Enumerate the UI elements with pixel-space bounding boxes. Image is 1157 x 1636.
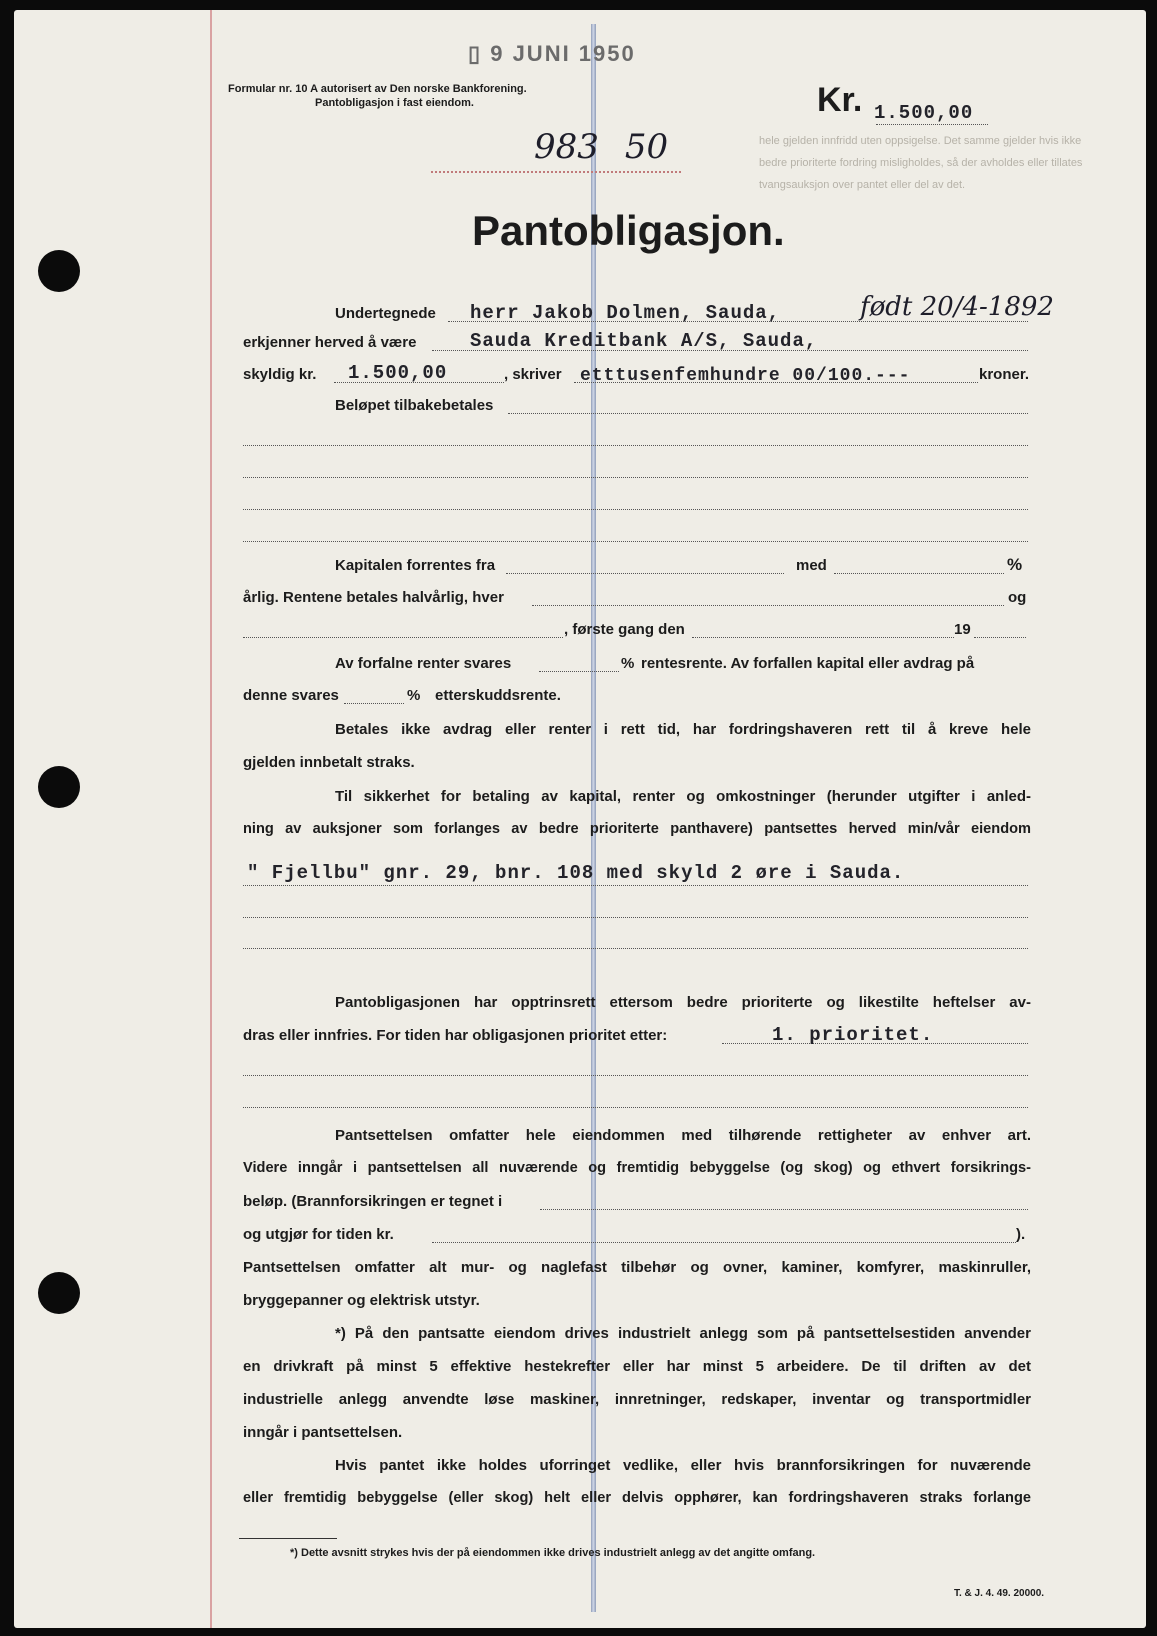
arrears-label: denne svares [243,687,339,704]
med-label: med [796,557,827,574]
repaid-label: Beløpet tilbakebetales [335,397,494,414]
percent-sign: % [621,655,635,672]
annual-label: årlig. Rentene betales halvårlig, hver [243,589,504,606]
industrial-line-4: inngår i pantsettelsen. [243,1424,403,1441]
punch-hole [38,1272,80,1314]
undersigned-label: Undertegnede [335,305,436,322]
undersigned-value: herr Jakob Dolmen, Sauda, [470,302,781,324]
overdue-capital-text: rentesrente. Av forfallen kapital eller avdrag på [641,655,975,672]
margin-rule [210,10,212,1628]
default-clause-2: gjelden innbetalt straks. [243,754,415,771]
first-label: , første gang den [564,621,685,638]
date-stamp: ▯ 9 JUNI 1950 [468,41,636,66]
maintenance-line-2: eller fremtidig bebyggelse (eller skog) helt eller delvis opphører, kan fordringshaveren straks forlange [243,1490,1031,1506]
scope-line-5: Pantsettelsen omfatter alt mur- og naglefast tilbehør og ovner, kaminer, komfyrer, maskinruller, [243,1259,1031,1276]
arrears-text: etterskuddsrente. [435,687,561,704]
percent-sign: % [1007,555,1023,574]
kr-line [876,124,988,125]
property-description: " Fjellbu" gnr. 29, bnr. 108 med skyld 2 øre i Sauda. [247,862,905,884]
priority-value: 1. prioritet. [772,1024,934,1046]
owed-label: skyldig kr. [243,366,317,383]
year-prefix: 19 [954,621,971,638]
form-line-1: Formular nr. 10 A autorisert av Den norske Bankforening. [228,83,527,95]
kr-amount: 1.500,00 [874,102,974,124]
punch-hole [38,250,80,292]
printer-mark: T. & J. 4. 49. 20000. [954,1588,1045,1599]
bleed-through-text: hele gjelden innfridd uten oppsigelse. Det samme gjelder hvis ikke bedre prioriterte fordring misligholdes, så der avholdes eller tillates tvangsauksjon over pantet eller del av det. [759,135,1083,191]
creditor-value: Sauda Kreditbank A/S, Sauda, [470,330,818,352]
footnote: *) Dette avsnitt strykes hvis der på eiendommen ikke drives industrielt anlegg av det angitte omfang. [290,1547,816,1559]
document-title: Pantobligasjon. [472,207,785,254]
og-label: og [1008,589,1027,606]
kr-label: Kr. [817,81,863,119]
industrial-line-1: *) På den pantsatte eiendom drives industrielt anlegg som på pantsettelsestiden anvender [335,1325,1031,1342]
industrial-line-2: en drivkraft på minst 5 effektive hestekrefter eller har minst 5 arbeidere. De til driften av det [243,1358,1031,1375]
scope-line-4-end: ). [1016,1226,1026,1243]
kroner-label: kroner. [979,366,1030,383]
punch-hole [38,766,80,808]
scope-line-2: Videre inngår i pantsettelsen all nuværende og fremtidig bebyggelse (og skog) og ethvert forsikrings- [243,1160,1031,1176]
owed-amount: 1.500,00 [348,362,448,384]
scope-line-1: Pantsettelsen omfatter hele eiendommen med tilhørende rettigheter av enhver art. [335,1127,1031,1144]
overdue-interest-label: Av forfalne renter svares [335,655,512,672]
industrial-line-3: industrielle anlegg anvendte løse maskiner, innretninger, redskaper, inventar og transportmidler [243,1391,1031,1408]
journal-number: 983 50 [534,127,669,167]
priority-line-2: dras eller innfries. For tiden har obligasjonen prioritet etter: [243,1027,668,1044]
born-note: født 20/4-1892 [860,292,1054,322]
journal-stamp-line [431,171,681,173]
scope-line-6: bryggepanner og elektrisk utstyr. [243,1292,480,1309]
words-amount: etttusenfemhundre 00/100.--- [580,366,911,386]
footnote-rule [239,1538,337,1539]
document-page [14,10,1146,1628]
scope-line-4: og utgjør for tiden kr. [243,1226,394,1243]
capital-label: Kapitalen forrentes fra [335,557,496,574]
writes-label: , skriver [504,366,562,383]
default-clause-1: Betales ikke avdrag eller renter i rett tid, har fordringshaveren rett til å kreve hele [335,721,1031,738]
scope-line-3: beløp. (Brannforsikringen er tegnet i [243,1193,503,1210]
maintenance-line-1: Hvis pantet ikke holdes uforringet vedlike, eller hvis brannforsikringen for nuværende [335,1457,1031,1474]
percent-sign: % [407,687,421,704]
form-line-2: Pantobligasjon i fast eiendom. [315,97,474,109]
security-line-2: ning av auksjoner som forlanges av bedre prioriterte panthavere) pantsettes herved min/vår eiendom [243,821,1031,837]
creditor-label: erkjenner herved å være [243,334,417,351]
priority-line-1: Pantobligasjonen har opptrinsrett ettersom bedre prioriterte og likestilte heftelser av- [335,994,1031,1011]
security-line-1: Til sikkerhet for betaling av kapital, renter og omkostninger (herunder utgifter i anled- [335,788,1031,805]
